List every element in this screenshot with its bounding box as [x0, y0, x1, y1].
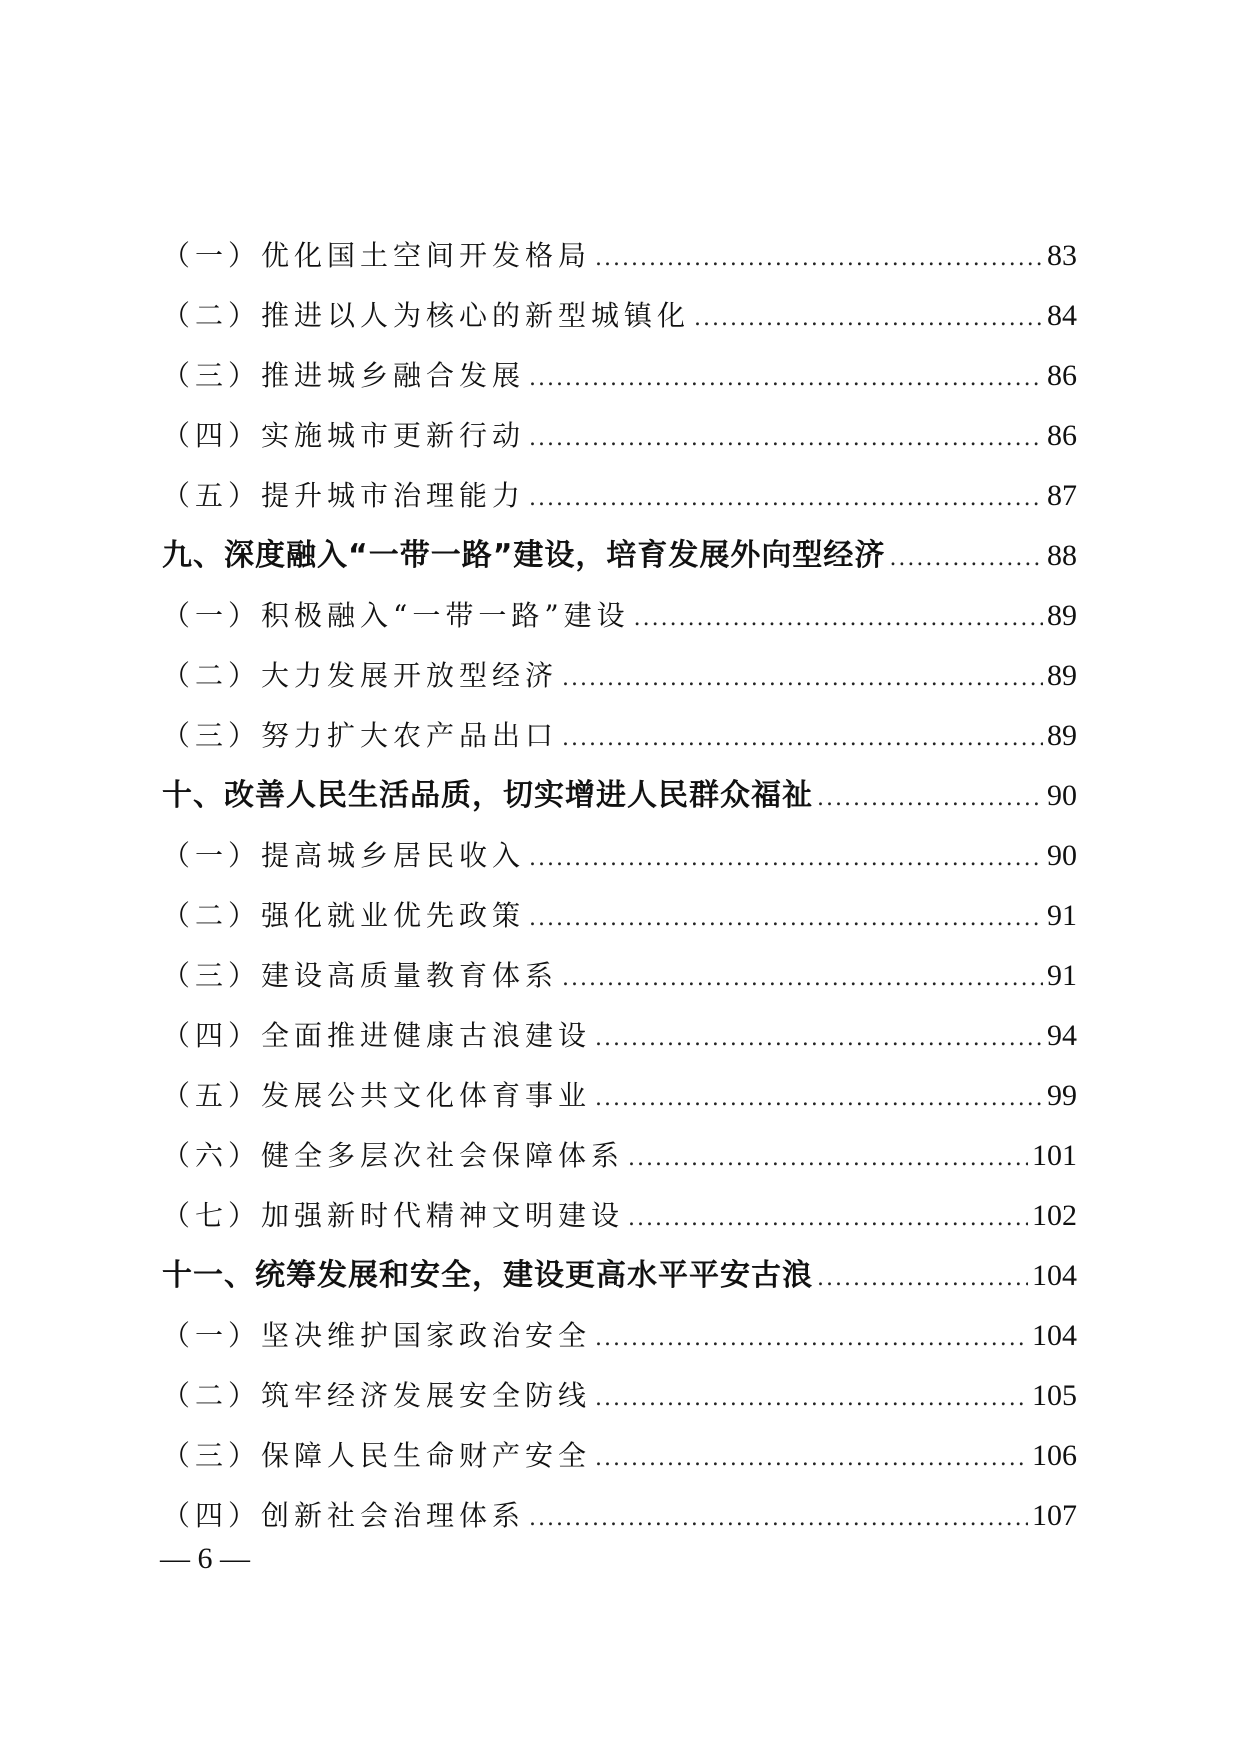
dot-leader	[694, 289, 1043, 349]
toc-entry-page-number: 102	[1032, 1199, 1077, 1232]
toc-entry-title: （一）提高城乡居民收入	[162, 839, 526, 872]
toc-entry-title: （四）实施城市更新行动	[162, 419, 526, 452]
dot-leader	[817, 769, 1043, 829]
toc-chapter-entry[interactable]	[162, 526, 1077, 586]
dot-leader	[595, 229, 1043, 289]
toc-entry-title: （三）努力扩大农产品出口	[162, 719, 559, 752]
toc-section-entry[interactable]	[162, 1426, 1077, 1486]
dot-leader	[595, 1429, 1028, 1489]
toc-entry-page-number: 90	[1047, 839, 1077, 872]
dot-leader	[634, 589, 1043, 649]
dot-leader	[595, 1009, 1043, 1069]
toc-section-entry[interactable]	[162, 226, 1077, 286]
toc-entry-page-number: 86	[1047, 419, 1077, 452]
toc-entry-page-number: 89	[1047, 599, 1077, 632]
dot-leader	[529, 1489, 1028, 1549]
dot-leader	[562, 649, 1043, 709]
toc-entry-page-number: 90	[1047, 779, 1077, 812]
toc-entry-title: （二）筑牢经济发展安全防线	[162, 1379, 592, 1412]
toc-section-entry[interactable]	[162, 1006, 1077, 1066]
toc-entry-page-number: 84	[1047, 299, 1077, 332]
toc-entry-page-number: 106	[1032, 1439, 1077, 1472]
toc-entry-title: 十一、统筹发展和安全，建设更高水平平安古浪	[162, 1258, 813, 1293]
table-of-contents	[162, 226, 1077, 1546]
toc-section-entry[interactable]	[162, 946, 1077, 1006]
toc-entry-page-number: 99	[1047, 1079, 1077, 1112]
toc-entry-title: （一）积极融入“一带一路”建设	[162, 599, 630, 632]
toc-section-entry[interactable]	[162, 406, 1077, 466]
toc-entry-title: （七）加强新时代精神文明建设	[162, 1199, 625, 1232]
toc-entry-title: （四）创新社会治理体系	[162, 1499, 526, 1532]
toc-section-entry[interactable]	[162, 826, 1077, 886]
dot-leader	[562, 949, 1043, 1009]
toc-entry-page-number: 83	[1047, 239, 1077, 272]
toc-section-entry[interactable]	[162, 1306, 1077, 1366]
toc-entry-page-number: 104	[1032, 1319, 1077, 1352]
toc-entry-title: （五）发展公共文化体育事业	[162, 1079, 592, 1112]
toc-entry-page-number: 89	[1047, 659, 1077, 692]
dot-leader	[628, 1189, 1028, 1249]
toc-entry-page-number: 91	[1047, 959, 1077, 992]
toc-section-entry[interactable]	[162, 1486, 1077, 1546]
toc-section-entry[interactable]	[162, 646, 1077, 706]
toc-entry-title: （三）推进城乡融合发展	[162, 359, 526, 392]
dot-leader	[529, 889, 1043, 949]
toc-section-entry[interactable]	[162, 1366, 1077, 1426]
dot-leader	[595, 1069, 1043, 1129]
toc-entry-title: （一）优化国土空间开发格局	[162, 239, 592, 272]
toc-chapter-entry[interactable]	[162, 1246, 1077, 1306]
toc-entry-title: （三）建设高质量教育体系	[162, 959, 559, 992]
dot-leader	[529, 469, 1043, 529]
toc-entry-title: （四）全面推进健康古浪建设	[162, 1019, 592, 1052]
toc-entry-title: （二）推进以人为核心的新型城镇化	[162, 299, 691, 332]
toc-entry-page-number: 107	[1032, 1499, 1077, 1532]
toc-entry-page-number: 89	[1047, 719, 1077, 752]
toc-entry-title: 九、深度融入“一带一路”建设，培育发展外向型经济	[162, 538, 886, 573]
toc-entry-page-number: 94	[1047, 1019, 1077, 1052]
toc-section-entry[interactable]	[162, 706, 1077, 766]
toc-section-entry[interactable]	[162, 1126, 1077, 1186]
dot-leader	[529, 829, 1043, 889]
toc-entry-page-number: 88	[1047, 539, 1077, 572]
dot-leader	[889, 529, 1043, 589]
toc-section-entry[interactable]	[162, 346, 1077, 406]
toc-section-entry[interactable]	[162, 286, 1077, 346]
dot-leader	[529, 349, 1043, 409]
toc-entry-title: （二）强化就业优先政策	[162, 899, 526, 932]
toc-entry-title: （一）坚决维护国家政治安全	[162, 1319, 592, 1352]
dot-leader	[628, 1129, 1028, 1189]
toc-section-entry[interactable]	[162, 1186, 1077, 1246]
toc-entry-title: （三）保障人民生命财产安全	[162, 1439, 592, 1472]
toc-entry-title: （二）大力发展开放型经济	[162, 659, 559, 692]
toc-section-entry[interactable]	[162, 466, 1077, 526]
toc-entry-page-number: 104	[1032, 1259, 1077, 1292]
dot-leader	[595, 1369, 1028, 1429]
toc-entry-page-number: 91	[1047, 899, 1077, 932]
page-number-footer: — 6 —	[160, 1542, 250, 1575]
toc-entry-page-number: 101	[1032, 1139, 1077, 1172]
toc-entry-title: 十、改善人民生活品质，切实增进人民群众福祉	[162, 778, 813, 813]
toc-entry-page-number: 105	[1032, 1379, 1077, 1412]
toc-entry-title: （六）健全多层次社会保障体系	[162, 1139, 625, 1172]
dot-leader	[562, 709, 1043, 769]
toc-section-entry[interactable]	[162, 886, 1077, 946]
toc-entry-page-number: 86	[1047, 359, 1077, 392]
dot-leader	[529, 409, 1043, 469]
toc-entry-title: （五）提升城市治理能力	[162, 479, 526, 512]
toc-section-entry[interactable]	[162, 1066, 1077, 1126]
toc-entry-page-number: 87	[1047, 479, 1077, 512]
dot-leader	[595, 1309, 1028, 1369]
toc-section-entry[interactable]	[162, 586, 1077, 646]
dot-leader	[817, 1249, 1028, 1309]
toc-chapter-entry[interactable]	[162, 766, 1077, 826]
